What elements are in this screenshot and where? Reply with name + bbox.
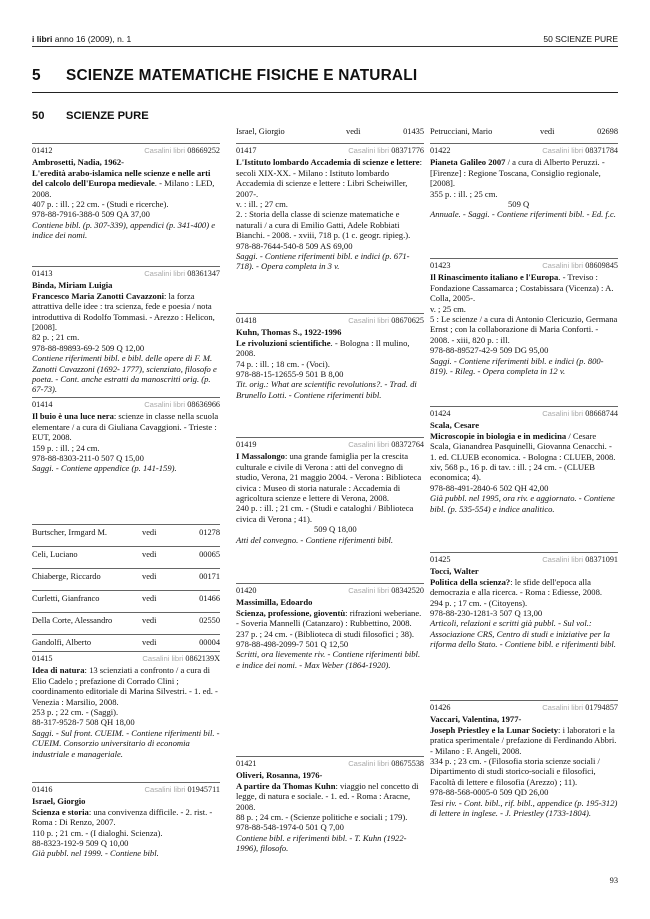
entry-desc: Microscopie in biologia e in medicina / Cesare Scala, Gianandrea Pasquinelli, Giovanna Cenacchi. - 1. ed. CLUEB economica. - Bologna : CLUEB, 2008.	[430, 430, 616, 462]
page-number: 93	[609, 876, 618, 885]
entry-meta	[430, 143, 618, 156]
entry-isbn: 88-317-9528-7 508 QH 18,00	[32, 717, 135, 728]
cross-reference-row: Curletti, Gianfranco vedi 01466	[32, 590, 220, 604]
entry-number: 01414	[32, 400, 53, 409]
entry-source: Casalini libri 08371784	[542, 146, 618, 155]
entry-number: 01424	[430, 409, 451, 418]
entry-number: 01417	[236, 146, 257, 155]
entry-note: Saggi. - Contiene riferimenti bibl. e indici (p. 671-718). - Opera completa in 3 v.	[236, 251, 410, 272]
entry-number: 01425	[430, 555, 451, 564]
entry-note: Annuale. - Saggi. - Contiene riferimenti bibl. - Ed. f.c.	[430, 209, 616, 220]
entry-note: Già pubbl. nel 1995, ora riv. e aggiornato. - Contiene bibl. (p. 535-554) e indice analitico.	[430, 493, 615, 514]
chapter-heading	[32, 67, 417, 85]
entry-desc: Scienza, professione, gioventù: rifrazioni weberiane. - Soveria Mannelli (Catanzaro) : Rubbettino, 2008.	[236, 607, 422, 629]
entry-note: Articoli, relazioni e scritti già pubbl. - Sul vol.: Associazione CRS, Centro di studi e iniziative per la riforma dello Stato. - Contiene bibl. e riferimenti bibl.	[430, 618, 616, 650]
entry-desc: Idea di natura: 13 scienziati a confronto / a cura di Elio Cadelo ; prefazione di Corrado Clini ; coordinamento editoriale di Marina Silvestri. - 1. ed. - Venezia : Marsilio, 2008.	[32, 665, 218, 707]
entry-physical: 159 p. : ill. ; 24 cm.	[32, 442, 100, 453]
entry-physical: 82 p. ; 21 cm.	[32, 332, 80, 343]
entry-source: Casalini libri 08668744	[542, 409, 618, 418]
entry-meta	[430, 406, 618, 419]
entry-source: Casalini libri 01945711	[144, 785, 220, 794]
entry-note: Contiene riferimenti bibl. e bibl. delle opere di F. M. Zanotti Cavazzoni (1692- 1777), scienziato, filosofo e poeta. - Cont. anche estratti da manoscritti orig. (p. 67-73).	[32, 353, 217, 395]
entry-number: 01422	[430, 146, 451, 155]
entry-physical: 355 p. : ill. ; 25 cm.	[430, 188, 498, 199]
entry-01420	[236, 583, 424, 670]
entry-01422	[430, 143, 618, 220]
entry-note: Tit. orig.: What are scientific revolutions?. - Trad. di Brunello Lotti. - Contiene riferimenti bibl.	[236, 379, 417, 400]
entry-author: Vaccari, Valentina, 1977-	[430, 714, 522, 725]
entry-physical: 110 p. ; 21 cm. - (I dialoghi. Scienza).	[32, 827, 163, 838]
entry-number: 01416	[32, 785, 53, 794]
entry-note: Saggi. - Sul front. CUEIM. - Contiene riferimenti bil. - CUEIM. Consorzio universitario di economia industriale e manageriale.	[32, 727, 220, 759]
entry-01416	[32, 782, 220, 859]
journal-name: i libri	[32, 34, 53, 44]
entry-isbn: 88-8323-192-9 509 Q 10,00	[32, 838, 129, 849]
entry-author: Oliveri, Rosanna, 1976-	[236, 770, 323, 781]
entry-01412	[32, 143, 220, 241]
entry-isbn: 978-88-230-1281-3 507 Q 13,00	[430, 608, 543, 619]
entry-desc: Scienza e storia: una convivenza difficile. - 2. rist. - Roma : Di Renzo, 2007.	[32, 806, 213, 828]
entry-desc: Francesco Maria Zanotti Cavazzoni: la forza attrattiva delle idee : tra scienza, fede e poesia / nota introduttiva di Rodolfo Tommasi. - Arezzo : Helicon, [2008].	[32, 290, 215, 333]
entry-desc: Le rivoluzioni scientifiche. - Bologna : Il mulino, 2008.	[236, 337, 410, 359]
entry-author: Tocci, Walter	[430, 566, 479, 577]
entry-desc: Il buio è una luce nera: scienze in classe nella scuola elementare / a cura di Giuliana Cavaggioni. - Trieste : EUT, 2008.	[32, 411, 219, 443]
chapter-title: SCIENZE MATEMATICHE FISICHE E NATURALI	[66, 67, 418, 84]
entry-01426	[430, 700, 618, 818]
section-title: SCIENZE PURE	[66, 110, 149, 122]
entry-number: 01420	[236, 586, 257, 595]
entry-source: Casalini libri 08371091	[542, 555, 618, 564]
cross-reference-row: Celi, Luciano vedi 00065	[32, 546, 220, 560]
entry-desc: A partire da Thomas Kuhn: viaggio nel concetto di legge, di natura e sociale. - 1. ed. - Roma : Aracne, 2008.	[236, 780, 419, 812]
section-heading	[32, 110, 149, 122]
entry-meta	[32, 651, 220, 664]
entry-desc: L'eredità arabo-islamica nelle scienze e nelle arti del calcolo dell'Europa medievale. - Milano : LED, 2008.	[32, 167, 215, 199]
entry-note: Contiene bibl. e riferimenti bibl. - T. Kuhn (1922-1996), filosofo.	[236, 832, 407, 854]
entry-isbn: 978-88-89527-42-9 509 DG 95,00	[430, 345, 549, 356]
entry-author: Kuhn, Thomas S., 1922-1996	[236, 327, 342, 338]
entry-physical: xiv, 568 p., 16 p. di tav. : ill. ; 24 cm. - (CLUEB economica; 4).	[430, 462, 596, 483]
entry-physical: 334 p. ; 23 cm. - (Filosofia storia scienze sociali / Dipartimento di studi storico-sociali e filosofici, Facoltà di lettere e filosofia (Arezzo) ; 11).	[430, 756, 600, 787]
entry-note: Saggi. - Contiene appendice (p. 141-159).	[32, 463, 177, 474]
entry-physical: 240 p. : ill. ; 21 cm. - (Studi e cataloghi / Biblioteca civica di Verona ; 41).	[236, 503, 414, 524]
entry-source: Casalini libri 08361347	[144, 269, 220, 278]
entry-isbn: 978-88-568-0005-0 509 QD 26,00	[430, 787, 549, 798]
entry-meta	[32, 397, 220, 410]
entry-isbn: 978-88-89893-69-2 509 Q 12,00	[32, 342, 145, 353]
entry-meta	[32, 782, 220, 795]
entry-desc: I Massalongo: una grande famiglia per la crescita culturale e civile di Verona : atti del convegno di studio, Verona, 21 maggio 2004. - Verona : Biblioteca civica : Museo di storia naturale : Accademia di agricoltura scienze e lettere di Verona, 2008.	[236, 451, 422, 504]
entry-number: 01418	[236, 316, 257, 325]
entry-source: Casalini libri 08636966	[144, 400, 220, 409]
journal-issue: anno 16 (2009), n. 1	[54, 34, 132, 44]
entry-meta	[236, 143, 424, 156]
entry-meta	[430, 700, 618, 713]
entry-physical: 237 p. ; 24 cm. - (Biblioteca di studi filosofici ; 38).	[236, 628, 415, 639]
running-header-left	[32, 34, 131, 44]
entry-source: Casalini libri 0862139X	[142, 654, 220, 663]
entry-number: 01423	[430, 261, 451, 270]
entry-meta	[236, 583, 424, 596]
cross-reference-row: Chiaberge, Riccardo vedi 00171	[32, 568, 220, 582]
entry-physical: v. : ill. ; 27 cm.	[236, 199, 288, 210]
header-rule	[32, 46, 618, 47]
entry-source: Casalini libri 08669252	[144, 146, 220, 155]
entry-isbn: 978-88-491-2840-6 502 QH 42,00	[430, 482, 549, 493]
entry-meta	[32, 143, 220, 156]
entry-source: Casalini libri 08342520	[348, 586, 424, 595]
entry-01419	[236, 437, 424, 545]
entry-number: 01412	[32, 146, 53, 155]
entry-meta	[430, 258, 618, 271]
entry-01421	[236, 756, 424, 854]
entry-note: Contiene bibl. (p. 307-339), appendici (p. 341-400) e indice dei nomi.	[32, 219, 216, 241]
entry-physical: 294 p. ; 17 cm. - (Citoyens).	[430, 597, 528, 608]
entry-source: Casalini libri 08371776	[348, 146, 424, 155]
entry-author: Israel, Giorgio	[32, 796, 86, 807]
entry-isbn: 978-88-498-2099-7 501 Q 12,50	[236, 639, 349, 650]
entry-desc: Joseph Priestley e la Lunar Society: i laboratori e la pratica sperimentale / prefazione di Ferdinando Abbri. - Milano : F. Angeli, 2008.	[430, 724, 617, 756]
entry-note: Scritti, ora lievemente riv. - Contiene riferimenti bibl. e indice dei nomi. - Max Weber (1864-1920).	[236, 649, 421, 670]
entry-01413	[32, 266, 220, 395]
entry-isbn: 978-88-8303-211-0 507 Q 15,00	[32, 453, 144, 464]
entry-01414	[32, 397, 220, 474]
entry-isbn: 978-88-15-12655-9 501 B 8,00	[236, 369, 344, 380]
entry-desc: Il Rinascimento italiano e l'Europa. - Treviso : Fondazione Cassamarca ; Costabissara (Vicenza) : A. Colla, 2005-.	[430, 272, 614, 304]
entry-01423	[430, 258, 618, 376]
entry-meta	[236, 437, 424, 450]
chapter-number: 5	[32, 67, 41, 84]
entry-01424	[430, 406, 618, 514]
entry-meta	[32, 266, 220, 279]
section-number: 50	[32, 110, 45, 122]
entry-volume: 5 : Le scienze / a cura di Antonio Clericuzio, Germana Ernst ; con la collaborazione di Maria Conforti. - 2008. - xiii, 820 p. : ill.	[430, 314, 618, 345]
entry-meta	[236, 756, 424, 769]
entry-number: 01426	[430, 703, 451, 712]
entry-physical: 88 p. ; 24 cm. - (Scienze politiche e sociali ; 179).	[236, 812, 408, 823]
entry-desc: L'Istituto lombardo Accademia di scienze e lettere: secoli XIX-XX. - Milano : Istituto lombardo Accademia di scienze e lettere : Libri Scheiwiller, 2007-.	[236, 157, 423, 199]
entry-isbn: 509 Q	[508, 199, 530, 210]
entry-isbn: 978-88-7644-540-8 509 AS 69,00	[236, 240, 353, 251]
entry-isbn: 978-88-7916-388-0 509 QA 37,00	[32, 209, 150, 220]
entry-physical: v. ; 25 cm.	[430, 303, 466, 314]
entry-01415	[32, 651, 220, 759]
entry-source: Casalini libri 08670625	[348, 316, 424, 325]
running-header-right: 50 SCIENZE PURE	[543, 34, 618, 44]
cross-reference-row: Della Corte, Alessandro vedi 02550	[32, 612, 220, 626]
entry-note: Atti del convegno. - Contiene riferimenti bibl.	[236, 534, 394, 545]
entry-volume: 2. : Storia della classe di scienze matematiche e naturali / a cura di Emilio Gatti, Adele Robbiati Bianchi. - 2008. - xviii, 718 p. (1 c. geogr. ripieg.).	[236, 209, 411, 241]
entry-meta	[236, 313, 424, 326]
entry-source: Casalini libri 08675538	[348, 759, 424, 768]
entry-physical: 407 p. : ill. ; 22 cm. - (Studi e ricerche).	[32, 199, 169, 210]
entry-isbn: 509 Q 18,00	[314, 524, 357, 535]
entry-source: Casalini libri 08372764	[348, 440, 424, 449]
entry-01418	[236, 313, 424, 400]
entry-author: Scala, Cesare	[430, 420, 480, 431]
entry-author: Binda, Miriam Luigia	[32, 280, 113, 291]
entry-number: 01415	[32, 654, 53, 663]
entry-note: Tesi riv. - Cont. bibl., rif. bibl., appendice (p. 195-312) di lettere in inglese. - J. Priestley (1733-1804).	[430, 797, 618, 819]
entry-number: 01419	[236, 440, 257, 449]
cross-reference-row: Israel, Giorgio vedi 01435	[236, 127, 424, 136]
entry-physical: 74 p. : ill. ; 18 cm. - (Voci).	[236, 358, 330, 369]
entry-source: Casalini libri 01794857	[542, 703, 618, 712]
entry-meta	[430, 552, 618, 565]
entry-number: 01421	[236, 759, 257, 768]
cross-reference-row: Burtscher, Irmgard M. vedi 01278	[32, 524, 220, 538]
cross-reference-row: Gandolfi, Alberto vedi 00004	[32, 634, 220, 648]
entry-note: Saggi. - Contiene riferimenti bibl. e indici (p. 800- 819). - Rileg. - Opera completa in 12 v.	[430, 355, 604, 377]
entry-number: 01413	[32, 269, 53, 278]
entry-desc: Politica della scienza?: le sfide dell'epoca alla democrazia e alla ricerca. - Roma : Ediesse, 2008.	[430, 576, 603, 598]
entry-author: Ambrosetti, Nadia, 1962-	[32, 157, 124, 168]
entry-source: Casalini libri 08609845	[542, 261, 618, 270]
entry-01417	[236, 143, 424, 272]
entry-desc: Pianeta Galileo 2007 / a cura di Alberto Peruzzi. - [Firenze] : Regione Toscana, Consiglio regionale, [2008].	[430, 157, 605, 189]
entry-physical: 253 p. ; 22 cm. - (Saggi).	[32, 707, 119, 718]
entry-isbn: 978-88-548-1974-0 501 Q 7,00	[236, 822, 344, 833]
entry-01425	[430, 552, 618, 650]
entry-note: Già pubbl. nel 1999. - Contiene bibl.	[32, 848, 159, 859]
chapter-rule	[32, 92, 618, 93]
entry-author: Massimilla, Edoardo	[236, 597, 313, 608]
cross-reference-row: Petrucciani, Mario vedi 02698	[430, 127, 618, 136]
